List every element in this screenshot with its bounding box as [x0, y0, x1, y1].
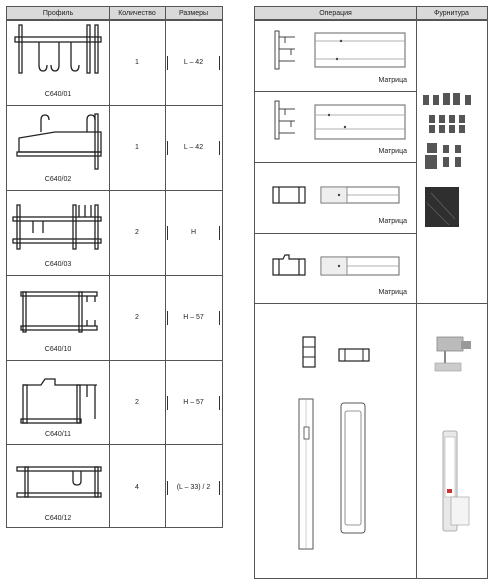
profiles-table — [6, 6, 223, 528]
fittings-lock-drawing — [437, 427, 477, 537]
operation-drawing — [271, 181, 411, 211]
profile-name: C640/12 — [44, 515, 72, 522]
operation-drawing — [271, 29, 411, 75]
profile-name: C640/01 — [44, 91, 72, 98]
quantity-value: 1 — [135, 144, 139, 151]
profile-c640-10-drawing — [21, 292, 99, 344]
header-operation: Операция — [255, 7, 416, 20]
quantity-value: 2 — [135, 229, 139, 236]
fittings-roller-drawing — [431, 331, 481, 379]
header-quantity: Количество — [109, 7, 165, 20]
header-profile: Профиль — [7, 7, 109, 20]
operations-table — [254, 6, 488, 579]
quantity-value: 4 — [135, 484, 139, 491]
size-value: H – 57 — [167, 314, 220, 321]
header-size: Размеры — [165, 7, 222, 20]
operation-drawing — [271, 251, 411, 281]
fittings-parts-drawing — [421, 89, 483, 229]
profile-name: C640/03 — [44, 261, 72, 268]
profile-c640-02-drawing — [15, 112, 103, 172]
header-fittings: Фурнитура — [416, 7, 487, 20]
quantity-value: 2 — [135, 399, 139, 406]
size-value: (L – 33) / 2 — [167, 484, 220, 491]
profile-name: C640/02 — [44, 176, 72, 183]
operation-drawing — [271, 99, 411, 145]
matrix-label: Матрица — [378, 148, 407, 155]
size-value: L – 42 — [167, 59, 220, 66]
profile-name: C640/10 — [44, 346, 72, 353]
profile-c640-01-drawing — [15, 25, 103, 85]
size-value: H — [167, 229, 220, 236]
quantity-value: 1 — [135, 59, 139, 66]
matrix-label: Матрица — [378, 218, 407, 225]
operation-drawing — [293, 333, 393, 553]
quantity-value: 2 — [135, 314, 139, 321]
matrix-label: Матрица — [378, 77, 407, 84]
profile-c640-12-drawing — [17, 467, 103, 503]
size-value: L – 42 — [167, 144, 220, 151]
profile-c640-11-drawing — [21, 377, 99, 429]
size-value: H – 57 — [167, 399, 220, 406]
profile-name: C640/11 — [45, 431, 71, 438]
profile-c640-03-drawing — [13, 201, 105, 257]
matrix-label: Матрица — [378, 289, 407, 296]
